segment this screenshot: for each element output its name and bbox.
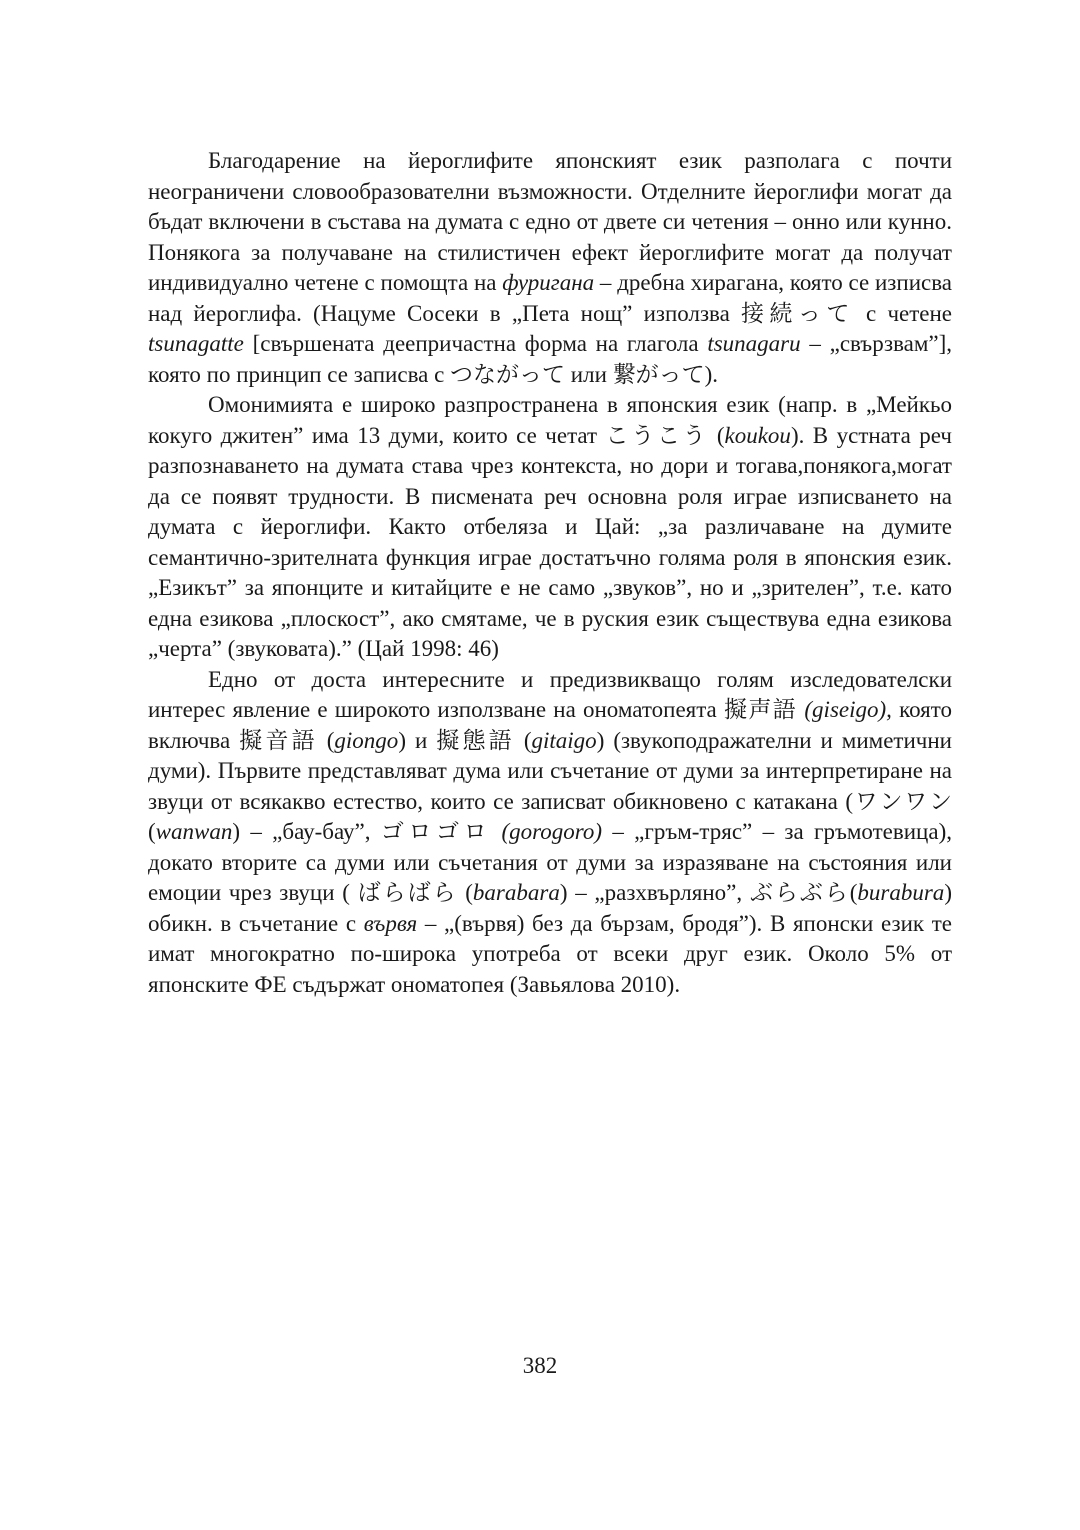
text-segment-italic: вървя: [363, 910, 418, 936]
text-segment: – „свързвам”], която по принцип се записва с つながって или 繋がって).: [148, 331, 953, 387]
text-segment-italic: фуригана: [502, 270, 595, 295]
text-segment: Омонимията е широко разпространена в японския език (напр. в „Мейкьо кокуго джитен” има 13 думи, които се четат こうこう (: [148, 392, 952, 448]
text-segment-italic: koukou: [724, 422, 791, 448]
text-segment-italic: tsunagaru: [707, 331, 801, 356]
text-segment-italic: (gorogoro): [501, 819, 603, 844]
text-segment: ) (звукоподражателни и миметични думи). Първите представляват дума или съчетание от думи за интерпретиране на звуци от всякакво естество, които се записват обикновено с катакана (ワンワン (: [148, 727, 952, 844]
text-segment: която включва 擬音語 (: [148, 697, 952, 753]
text-segment: ) – „бау-бау”, ゴロゴロ: [232, 819, 502, 844]
text-segment: [свършената деепричастна форма на глагола: [243, 331, 708, 356]
page-number: 382: [522, 1353, 558, 1378]
text-segment: ) – „разхвърляно”, ぶらぶら(: [559, 880, 858, 905]
text-segment: – „(вървя) без да бързам, бродя”). В японски език те имат многократно по-широка употреба от всеки друг език. Около 5% от японските ФЕ съдържат ономатопея (Завьялова 2010).: [148, 910, 952, 997]
text-segment: Благодарение на йероглифите японският език разполага с почти неограничени словообразователни възможности. Отделните йероглифи могат да бъдат включени в състава на думата с едно от двете си четения – онно или кунно. Понякога за получаване на стилистичен ефект йероглифите могат да получат индивидуално четене с помощта на: [148, 148, 952, 295]
paragraph-3: [148, 665, 952, 1001]
text-segment-italic: gitaigo: [531, 727, 597, 753]
text-segment: ) и 擬態語 (: [398, 727, 532, 753]
text-segment: ) обикн. в съчетание с: [148, 880, 952, 936]
text-segment-italic: giongo: [334, 727, 399, 753]
text-segment-italic: tsunagatte: [148, 331, 244, 356]
page-body: [148, 146, 952, 1000]
paragraph-1: [148, 146, 952, 390]
text-segment-italic: (giseigo),: [804, 697, 892, 722]
text-segment: – дребна хирагана, която се изписва над йероглифа. (Нацуме Сосеки в „Пета нощ” използва 接続って с четене: [148, 270, 952, 326]
text-segment-italic: barabara: [472, 880, 560, 905]
text-segment: ). В устната реч разпознаването на думата става чрез контекста, но дори и тогава,понякога,могат да се появят трудности. В писмената реч основна роля играе изписването на думата с йероглифи. Както отбеляза и Цай: „за различаване на думите семантично-зрителната функция играе достатъчно голяма роля в японския език. „Езикът” за японците и китайците е не само „звуков”, но и „зрителен”, т.е. като една езикова „плоскост”, ако смятаме, че в руския език съществува една езикова „черта” (звуковата).” (Цай 1998: 46): [148, 422, 952, 661]
text-segment: Едно от доста интересните и предизвикващо голям изследователски интерес явление е широкото използване на ономатопеята 擬声語: [148, 666, 952, 722]
paragraph-2: [148, 390, 952, 665]
text-segment-italic: burabura: [857, 880, 945, 905]
text-segment: – „гръм-тряс” – за гръмотевица), докато вторите са думи или съчетания от думи за изразяване на състояния или емоции чрез звуци ( ばらばら (: [148, 819, 952, 905]
text-segment-italic: wanwan: [155, 819, 233, 844]
